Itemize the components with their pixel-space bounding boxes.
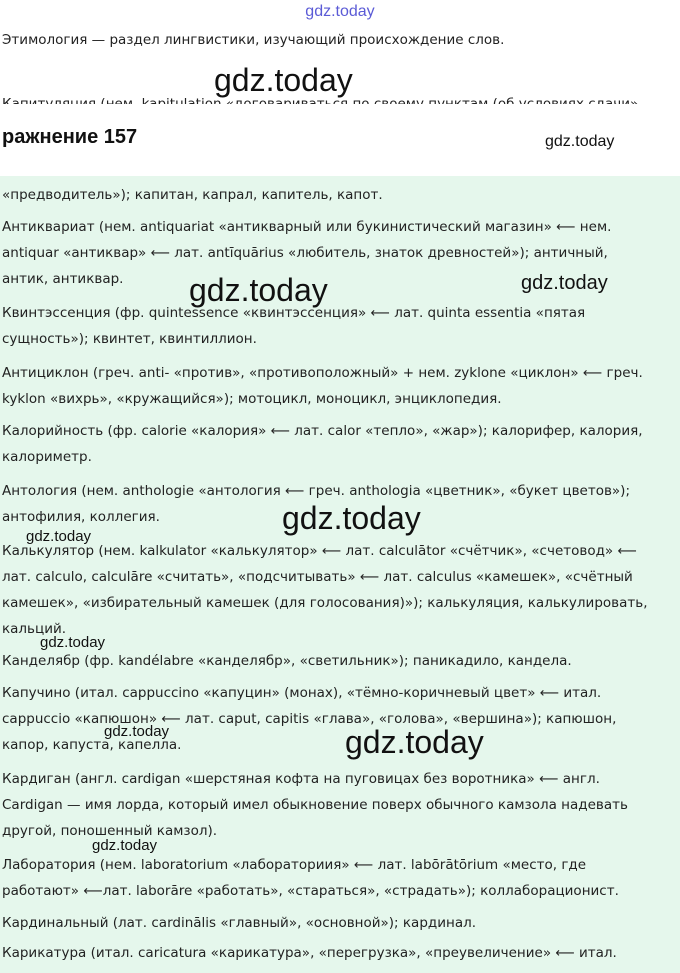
watermark-small: gdz.today xyxy=(26,528,92,545)
watermark-large: gdz.today xyxy=(345,724,484,760)
entry-kapitulyatsiya-tail: «предводитель»); капитан, капрал, капитель, капот. xyxy=(2,187,383,203)
entry-laboratoriya: Лаборатория (нем. laboratorium «лабораториия» ⟵ лат. labōrātōrium «место, где работают» ⟵лат. laborāre «работать», «стараться», «страдать»); коллаборационист. xyxy=(2,857,619,899)
entry-antikvariat: Антиквариат (нем. antiquariat «антикварный или букинистический магазин» ⟵ нем. antiquar «антиквар» ⟵ лат. antīquārius «любитель, знаток древностей»); античный, антик, антиквар. xyxy=(2,219,612,287)
watermark-small: gdz.today xyxy=(104,723,170,740)
entry-kardigan: Кардиган (англ. cardigan «шерстяная кофта на пуговицах без воротника» ⟵ англ. Cardigan — имя лорда, который имел обыкновение поверх обычного камзола надевать другой, поношенный камзол). xyxy=(2,771,628,839)
entry-kandelyabr: Канделябр (фр. kandélabre «канделябр», «светильник»); паникадило, кандела. xyxy=(2,653,572,669)
watermark-medium: gdz.today xyxy=(521,272,608,294)
watermark-large: gdz.today xyxy=(282,500,421,536)
answer-content xyxy=(0,176,680,973)
header-watermark: gdz.today xyxy=(545,133,615,150)
entry-kaloriynost: Калорийность (фр. calorie «калория» ⟵ лат. calor «тепло», «жар»); калорифер, калория, калориметр. xyxy=(2,423,643,465)
entry-kalkulyator: Калькулятор (нем. kalkulator «калькулятор» ⟵ лат. calculātor «счётчик», «счетовод» ⟵ лат. calculo, calculāre «считать», «подсчитывать» ⟵ лат. calculus «камешек», «счётный камешек», «избирательный камешек (для голосования)»); калькуляция, калькулировать, кальций. xyxy=(2,543,648,637)
watermark-small: gdz.today xyxy=(92,837,158,854)
entry-antologiya: Антология (нем. anthologie «антология ⟵ греч. anthologia «цветник», «букет цветов»); антофилия, коллегия. xyxy=(2,483,631,525)
entry-kapuchino: Капучино (итал. cappuccino «капуцин» (монах), «тёмно-коричневый цвет» ⟵ итал. cappuccio «капюшон» ⟵ лат. caput, capitis «глава», «голова», «вершина»); капюшон, капор, капуста, капелла. xyxy=(2,685,617,753)
partially-hidden-line xyxy=(2,96,680,103)
entry-kardinalny: Кардинальный (лат. cardinālis «главный», «основной»); кардинал. xyxy=(2,915,477,931)
entry-kvintessentsiya: Квинтэссенция (фр. quintessence «квинтэссенция» ⟵ лат. quinta essentia «пятая сущность»); квинтет, квинтиллион. xyxy=(2,305,586,347)
watermark-large: gdz.today xyxy=(189,272,328,308)
top-watermark: gdz.today xyxy=(305,3,375,20)
intro-sentence: Этимология — раздел лингвистики, изучающий происхождение слов. xyxy=(2,32,505,48)
exercise-title: ражнение 157 xyxy=(2,126,138,148)
watermark-small: gdz.today xyxy=(40,634,106,651)
watermark-large: gdz.today xyxy=(214,62,353,98)
entry-karikatura: Карикатура (итал. caricatura «карикатура», «перегрузка», «преувеличение» ⟵ итал. xyxy=(2,945,617,961)
entry-antitsiklon: Антициклон (греч. anti- «против», «противоположный» + нем. zyklone «циклон» ⟵ греч. kyklon «вихрь», «кружащийся»); мотоцикл, моноцикл, энциклопедия. xyxy=(2,365,643,407)
